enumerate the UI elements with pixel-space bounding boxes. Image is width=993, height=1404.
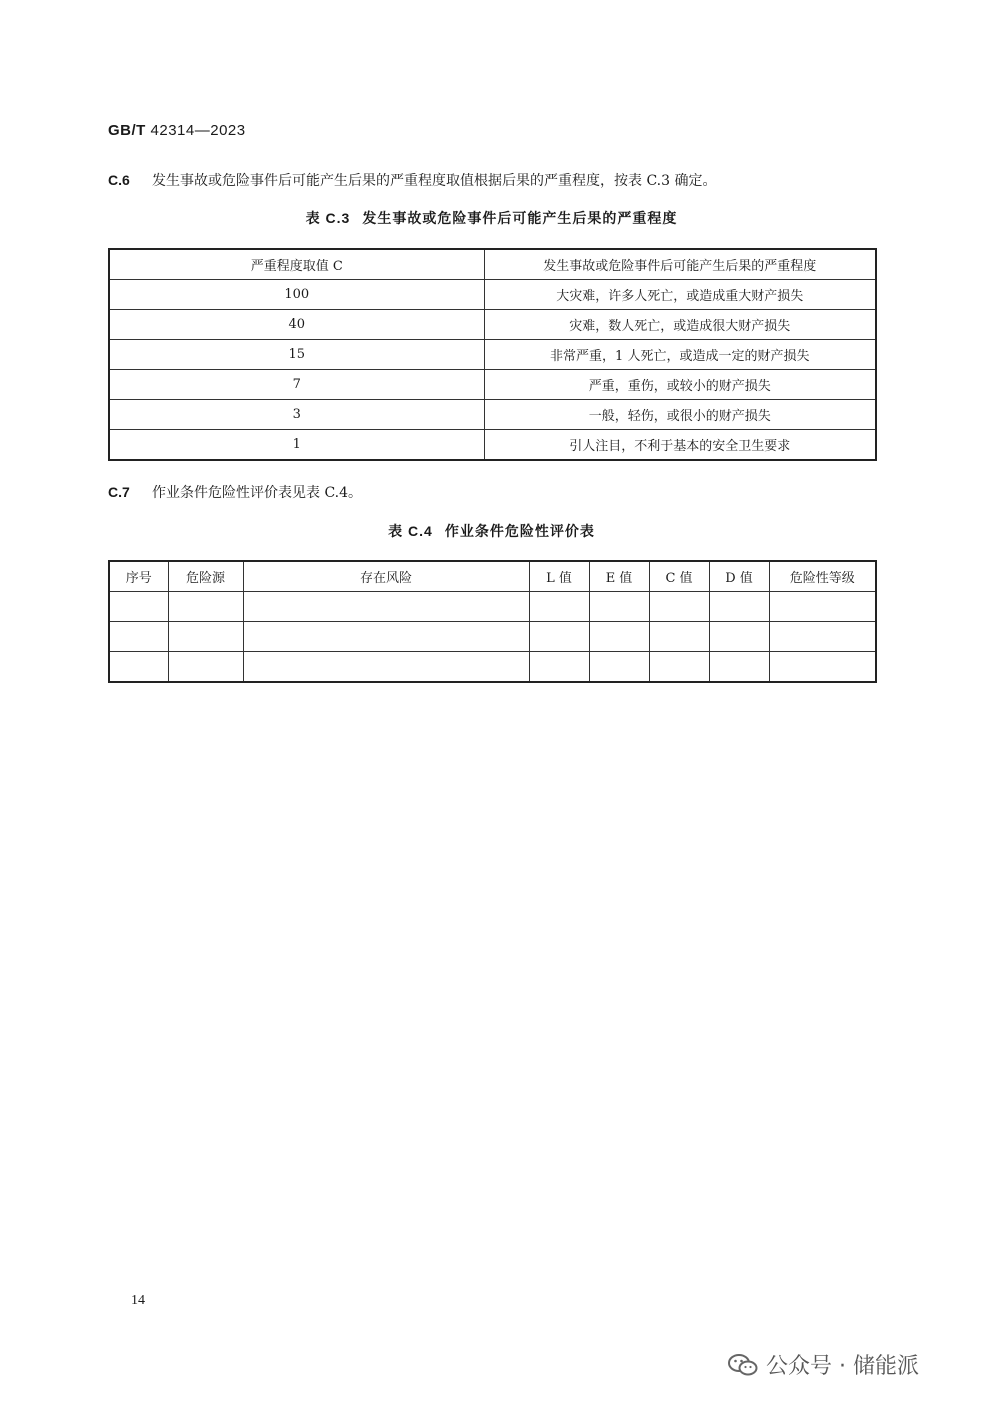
table-cell	[109, 652, 168, 683]
table-title: 作业条件危险性评价表	[444, 524, 595, 540]
column-header: 危险性等级	[769, 561, 876, 592]
table-row	[109, 310, 876, 340]
column-header: E 值	[589, 561, 649, 592]
table-cell	[243, 652, 529, 683]
table-row	[109, 340, 876, 370]
watermark-text: 公众号 · 储能派	[766, 1354, 919, 1379]
table-number: 表 C.4	[388, 523, 433, 539]
column-header: 序号	[109, 561, 168, 592]
table-header-row	[109, 249, 876, 280]
table-cell	[168, 652, 243, 683]
table-c4	[108, 560, 877, 683]
table-header-row	[109, 561, 876, 592]
table-cell: 一般，轻伤，或很小的财产损失	[484, 400, 876, 430]
table-cell	[709, 592, 769, 622]
standard-prefix: GB/T	[108, 122, 146, 139]
page-number: 14	[131, 1293, 145, 1308]
table-cell	[243, 592, 529, 622]
table-cell	[529, 592, 589, 622]
table-title: 发生事故或危险事件后可能产生后果的严重程度	[362, 211, 678, 227]
column-header: 存在风险	[243, 561, 529, 592]
table-row	[109, 622, 876, 652]
table-cell	[529, 622, 589, 652]
clause-c6	[108, 170, 716, 190]
table-row	[109, 430, 876, 461]
wechat-icon	[728, 1353, 758, 1377]
table-row	[109, 280, 876, 310]
table-cell: 灾难，数人死亡，或造成很大财产损失	[484, 310, 876, 340]
table-cell: 7	[109, 370, 484, 400]
table-cell	[769, 622, 876, 652]
table-cell	[168, 622, 243, 652]
standard-code: 42314—2023	[150, 122, 246, 139]
table-cell: 非常严重，1 人死亡，或造成一定的财产损失	[484, 340, 876, 370]
table-c4-caption	[108, 521, 875, 541]
table-cell	[709, 652, 769, 683]
table-cell	[769, 652, 876, 683]
table-cell: 严重，重伤，或较小的财产损失	[484, 370, 876, 400]
column-header: 严重程度取值 C	[109, 249, 484, 280]
column-header: 危险源	[168, 561, 243, 592]
table-cell	[109, 622, 168, 652]
table-cell	[243, 622, 529, 652]
clause-text: 作业条件危险性评价表见表 C.4。	[152, 485, 363, 501]
table-cell	[109, 592, 168, 622]
clause-number: C.6	[108, 172, 130, 188]
table-number: 表 C.3	[305, 210, 351, 226]
table-cell: 1	[109, 430, 484, 461]
table-cell: 15	[109, 340, 484, 370]
table-cell: 大灾难，许多人死亡，或造成重大财产损失	[484, 280, 876, 310]
watermark	[728, 1349, 919, 1380]
table-cell: 100	[109, 280, 484, 310]
table-c3	[108, 248, 877, 461]
table-cell	[168, 592, 243, 622]
table-cell: 3	[109, 400, 484, 430]
table-row	[109, 370, 876, 400]
table-c3-caption	[108, 208, 875, 228]
table-cell	[649, 622, 709, 652]
standard-number	[108, 122, 246, 139]
column-header: L 值	[529, 561, 589, 592]
clause-text: 发生事故或危险事件后可能产生后果的严重程度取值根据后果的严重程度，按表 C.3 确定。	[152, 173, 717, 189]
table-cell	[709, 622, 769, 652]
table-cell	[769, 592, 876, 622]
table-cell: 40	[109, 310, 484, 340]
table-cell	[589, 592, 649, 622]
column-header: 发生事故或危险事件后可能产生后果的严重程度	[484, 249, 876, 280]
table-cell	[649, 652, 709, 683]
clause-c7	[108, 482, 362, 502]
column-header: D 值	[709, 561, 769, 592]
table-row	[109, 592, 876, 622]
table-cell: 引人注目，不利于基本的安全卫生要求	[484, 430, 876, 461]
table-cell	[649, 592, 709, 622]
table-cell	[529, 652, 589, 683]
table-row	[109, 400, 876, 430]
column-header: C 值	[649, 561, 709, 592]
clause-number: C.7	[108, 484, 130, 500]
table-cell	[589, 652, 649, 683]
table-row	[109, 652, 876, 683]
table-cell	[589, 622, 649, 652]
